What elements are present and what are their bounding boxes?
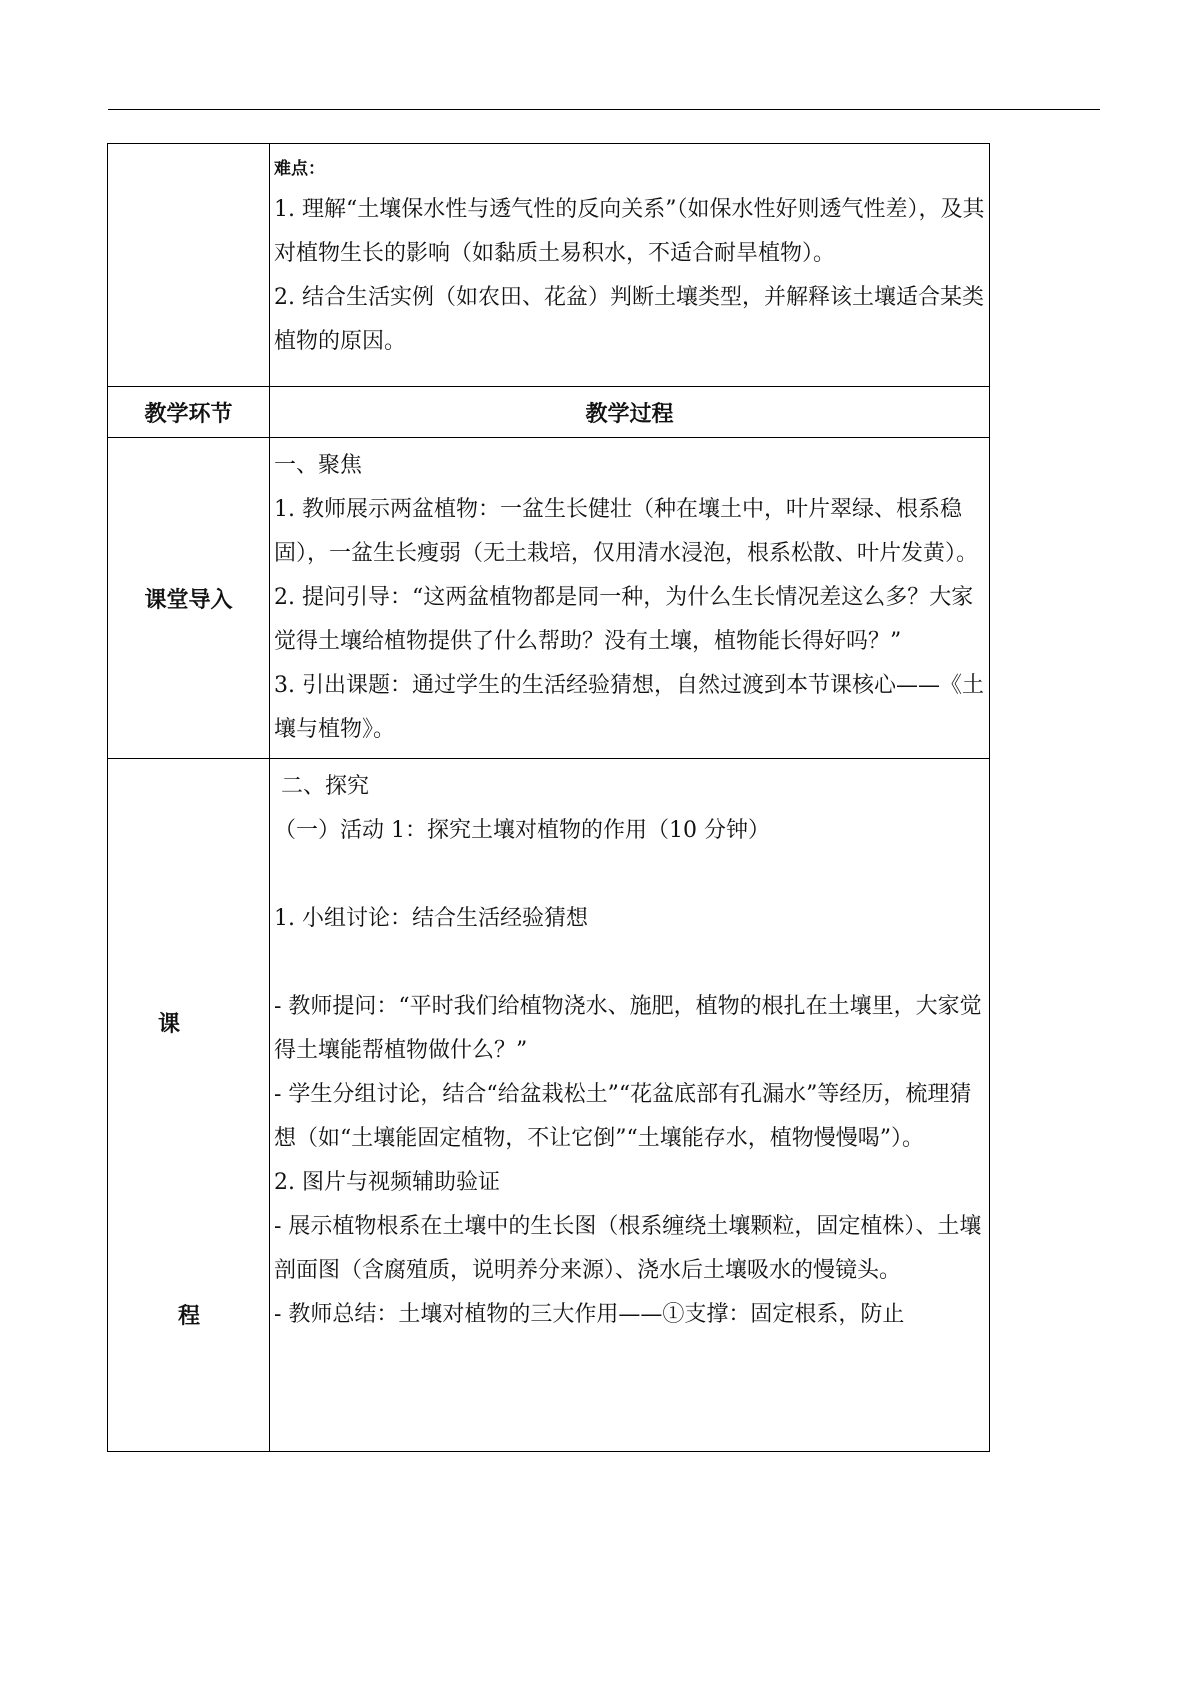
difficulty-title: 难点： [274, 159, 325, 179]
difficulty-item-1: 1. 理解“土壤保水性与透气性的反向关系”（如保水性好则透气性差），及其对植物生长的影响（如黏质土易积水，不适合耐旱植物）。 [274, 197, 985, 266]
course-step-2-item-1: - 展示植物根系在土壤中的生长图（根系缠绕土壤颗粒，固定植株）、土壤剖面图（含腐殖质，说明养分来源）、浇水后土壤吸水的慢镜头。 [274, 1214, 982, 1283]
spacer [274, 853, 985, 897]
course-label-char-2: 程 [178, 1304, 201, 1329]
intro-item-2: 2. 提问引导：“这两盆植物都是同一种，为什么生长情况差这么多？大家觉得土壤给植物提供了什么帮助？没有土壤，植物能长得好吗？” [274, 585, 974, 654]
intro-heading: 一、聚焦 [274, 453, 363, 478]
intro-row [108, 438, 990, 759]
intro-item-1: 1. 教师展示两盆植物：一盆生长健壮（种在壤土中，叶片翠绿、根系稳固），一盆生长瘦弱（无土栽培，仅用清水浸泡，根系松散、叶片发黄）。 [274, 497, 979, 566]
course-activity: （一）活动 1：探究土壤对植物的作用（10 分钟） [274, 818, 770, 843]
header-rule [108, 109, 1100, 110]
spacer [274, 941, 985, 985]
header-teaching-process: 教学过程 [270, 387, 990, 438]
difficulty-content [270, 144, 990, 387]
course-step-2-item-2: - 教师总结：土壤对植物的三大作用——①支撑：固定根系，防止 [274, 1302, 905, 1327]
course-label-char-1: 课 [158, 1012, 181, 1037]
course-step-2: 2. 图片与视频辅助验证 [274, 1170, 500, 1195]
course-step-1: 1. 小组讨论：结合生活经验猜想 [274, 906, 588, 931]
intro-label: 课堂导入 [108, 438, 270, 759]
intro-item-3: 3. 引出课题：通过学生的生活经验猜想，自然过渡到本节课核心——《土壤与植物》。 [274, 673, 984, 742]
course-label-cell [108, 759, 270, 1452]
header-teaching-stage: 教学环节 [108, 387, 270, 438]
difficulty-row [108, 144, 990, 387]
table-header-row [108, 387, 990, 438]
course-content [270, 759, 990, 1452]
lesson-plan-table [107, 143, 990, 1452]
course-step-1-item-1: - 教师提问：“平时我们给植物浇水、施肥，植物的根扎在土壤里，大家觉得土壤能帮植物做什么？” [274, 994, 982, 1063]
difficulty-label-cell [108, 144, 270, 387]
course-row [108, 759, 990, 1452]
intro-content [270, 438, 990, 759]
course-heading: 二、探究 [274, 774, 369, 799]
course-step-1-item-2: - 学生分组讨论，结合“给盆栽松土”“花盆底部有孔漏水”等经历，梳理猜想（如“土壤能固定植物，不让它倒”“土壤能存水，植物慢慢喝”）。 [274, 1082, 972, 1151]
difficulty-item-2: 2. 结合生活实例（如农田、花盆）判断土壤类型，并解释该土壤适合某类植物的原因。 [274, 285, 984, 354]
